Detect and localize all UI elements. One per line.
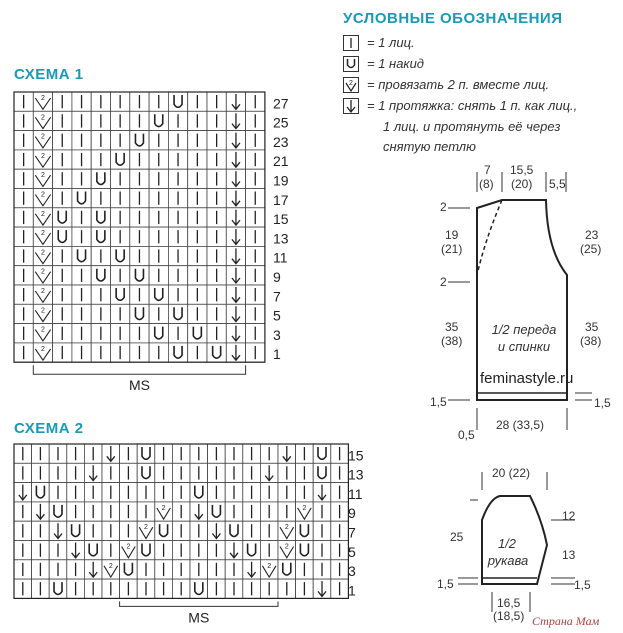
svg-text:2: 2 [40,152,45,160]
svg-text:2: 2 [161,504,166,512]
ms-label: MS [188,609,210,626]
dim-top-7: 7 [484,163,491,177]
svg-text:2: 2 [40,268,45,276]
row-number: 23 [273,133,289,150]
svg-text:2: 2 [40,326,45,334]
svg-text:2: 2 [108,562,113,570]
svg-text:2: 2 [40,133,45,141]
sleeve-dim-bottom-1: 16,5 [497,596,521,610]
sleeve-dim-bottom-2: (18,5) [493,609,525,623]
sleeve-dim-right-13: 13 [562,548,576,562]
ms-label: MS [128,377,150,394]
row-number: 9 [348,505,356,522]
legend-text-skp-cont1: 1 лиц. и протянуть её через [383,119,561,134]
dim-top-20: (20) [511,177,533,191]
row-number: 11 [273,249,288,266]
dim-left-35: 35 [445,320,459,334]
svg-text:2: 2 [144,524,148,532]
legend-text-skp: = 1 протяжка: снять 1 п. как лиц., [367,98,578,113]
svg-text:2: 2 [40,172,45,180]
sleeve-dim-left-25: 25 [450,530,464,544]
row-number: 7 [273,288,281,305]
sleeve-label-2: рукава [487,553,529,568]
row-number: 17 [273,191,289,208]
dim-left-38: (38) [441,334,463,348]
dim-left-0-5: 0,5 [458,428,475,442]
svg-text:2: 2 [40,230,45,238]
dim-top-8: (8) [479,177,494,191]
row-number: 1 [348,582,356,599]
svg-text:2: 2 [40,95,45,102]
sleeve-dim-right-1-5: 1,5 [574,578,591,592]
dim-bottom-width: 28 (33,5) [496,418,545,432]
dim-right-1-5: 1,5 [594,396,611,410]
dim-right-38: (38) [580,334,602,348]
dim-right-25: (25) [580,242,602,256]
svg-text:2: 2 [284,524,289,532]
row-number: 19 [273,172,289,189]
sleeve-dim-left-1-5: 1,5 [437,577,454,591]
legend-text-k2tog: = провязать 2 п. вместе лиц. [367,77,550,92]
row-number: 11 [348,485,363,502]
svg-text:2: 2 [126,543,131,551]
row-number: 5 [273,307,281,324]
dim-right-35: 35 [585,320,599,334]
svg-text:2: 2 [40,345,45,353]
row-number: 15 [273,211,289,228]
row-number: 1 [273,346,281,363]
dim-left-2a: 2 [440,200,447,214]
dim-top-15-5: 15,5 [510,163,534,177]
dim-left-19: 19 [445,228,459,242]
body-label-1: 1/2 переда [491,322,557,337]
row-number: 21 [273,153,289,170]
legend-text-yo: = 1 накид [367,56,424,71]
row-number: 5 [348,543,356,560]
body-label-2: и спинки [497,339,551,354]
svg-text:2: 2 [40,114,45,122]
svg-text:2: 2 [40,307,45,315]
svg-text:2: 2 [302,504,307,512]
website-label: feminastyle.ru [480,370,574,387]
sleeve-label-1: 1/2 [497,536,517,551]
dim-left-21: (21) [441,242,463,256]
row-number: 13 [273,230,289,247]
svg-text:2: 2 [284,543,289,551]
schema1-title: СХЕМА 1 [14,66,84,83]
watermark: Страна Мам [532,614,600,628]
row-number: 25 [273,114,289,131]
legend-title: УСЛОВНЫЕ ОБОЗНАЧЕНИЯ [343,10,563,27]
svg-text:2: 2 [40,288,45,295]
dim-left-2b: 2 [440,275,447,289]
svg-text:2: 2 [267,562,272,570]
svg-text:2: 2 [40,249,45,257]
row-number: 15 [348,447,364,464]
row-number: 9 [273,269,281,285]
sleeve-dim-right-12: 12 [562,509,576,523]
svg-text:2: 2 [40,191,45,199]
legend-text-knit: = 1 лиц. [367,35,415,50]
row-number: 27 [273,95,289,112]
dim-right-23: 23 [585,228,599,242]
dim-left-1-5: 1,5 [430,395,447,409]
dim-top-5-5: 5,5 [549,177,566,191]
row-number: 13 [348,466,364,483]
schema2-title: СХЕМА 2 [14,420,84,437]
sleeve-dim-top: 20 (22) [492,466,531,480]
svg-text:2: 2 [349,80,353,87]
legend-text-skp-cont2: снятую петлю [383,139,476,154]
row-number: 7 [348,524,356,541]
row-number: 3 [273,326,281,343]
svg-text:2: 2 [40,210,45,218]
row-number: 3 [348,563,356,580]
